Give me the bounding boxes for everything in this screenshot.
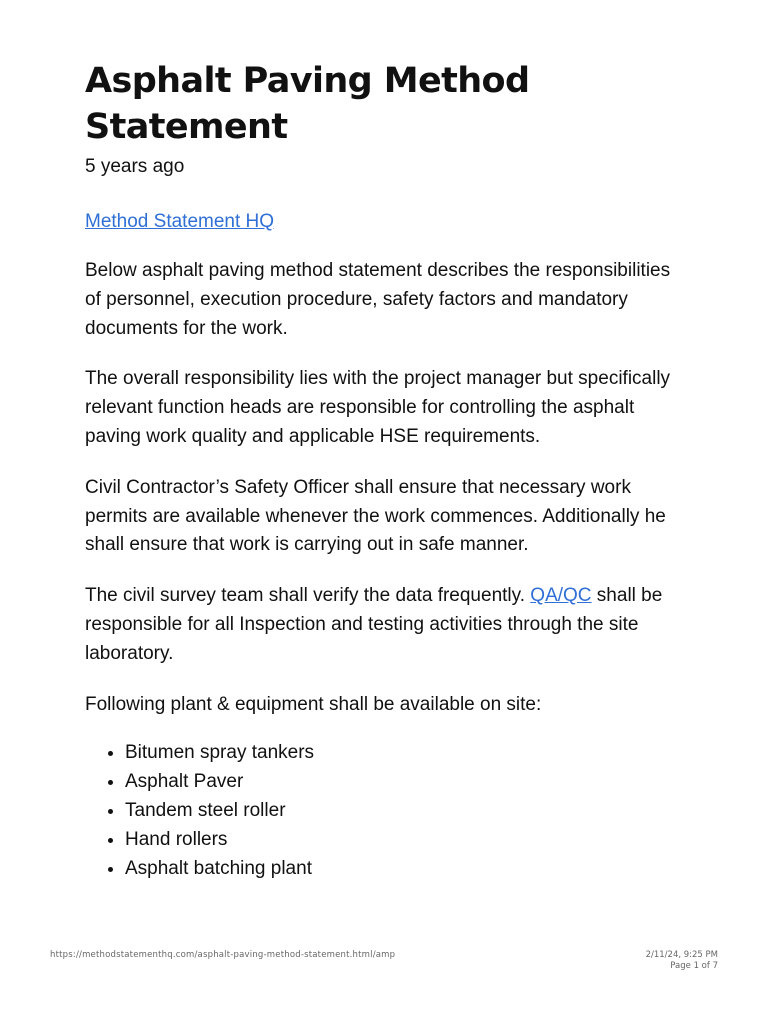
article	[85, 58, 685, 883]
paragraph-survey-qaqc	[85, 582, 685, 668]
paragraph-responsibility: The overall responsibility lies with the project manager but specifically relevant function heads are responsible for controlling the asphalt paving work quality and applicable HSE requirements.	[85, 368, 671, 447]
footer-page-number: Page 1 of 7	[670, 961, 718, 971]
list-item: • Hand rollers	[125, 825, 685, 854]
list-item: • Asphalt batching plant	[125, 854, 685, 883]
post-date: 5 years ago	[85, 156, 185, 177]
equipment-list	[85, 738, 685, 883]
paragraph-survey-text-b: shall be responsible for all Inspection and testing activities through the site laboratory.	[85, 585, 663, 664]
author-line	[85, 209, 685, 235]
author-link[interactable]: Method Statement HQ	[85, 211, 275, 232]
footer-datetime: 2/11/24, 9:25 PM	[645, 950, 718, 960]
list-item: • Bitumen spray tankers	[125, 738, 685, 767]
footer-meta	[646, 950, 718, 972]
list-item: • Asphalt Paver	[125, 767, 685, 796]
paragraph-survey-text-a: The civil survey team shall verify the data frequently.	[85, 585, 531, 607]
page-title: Asphalt Paving Method Statement	[85, 61, 530, 147]
paragraph-intro: Below asphalt paving method statement describes the responsibilities of personnel, execution procedure, safety factors and mandatory documents for the work.	[85, 260, 671, 339]
footer-url: https://methodstatementhq.com/asphalt-paving-method-statement.html/amp	[50, 950, 396, 960]
qaqc-link[interactable]: QA/QC	[530, 585, 592, 607]
list-item: • Tandem steel roller	[125, 796, 685, 825]
paragraph-equipment-intro: Following plant & equipment shall be available on site:	[85, 693, 542, 715]
paragraph-safety-officer: Civil Contractor’s Safety Officer shall ensure that necessary work permits are available whenever the work commences. Additionally he shall ensure that work is carrying out in safe manner.	[85, 476, 666, 556]
